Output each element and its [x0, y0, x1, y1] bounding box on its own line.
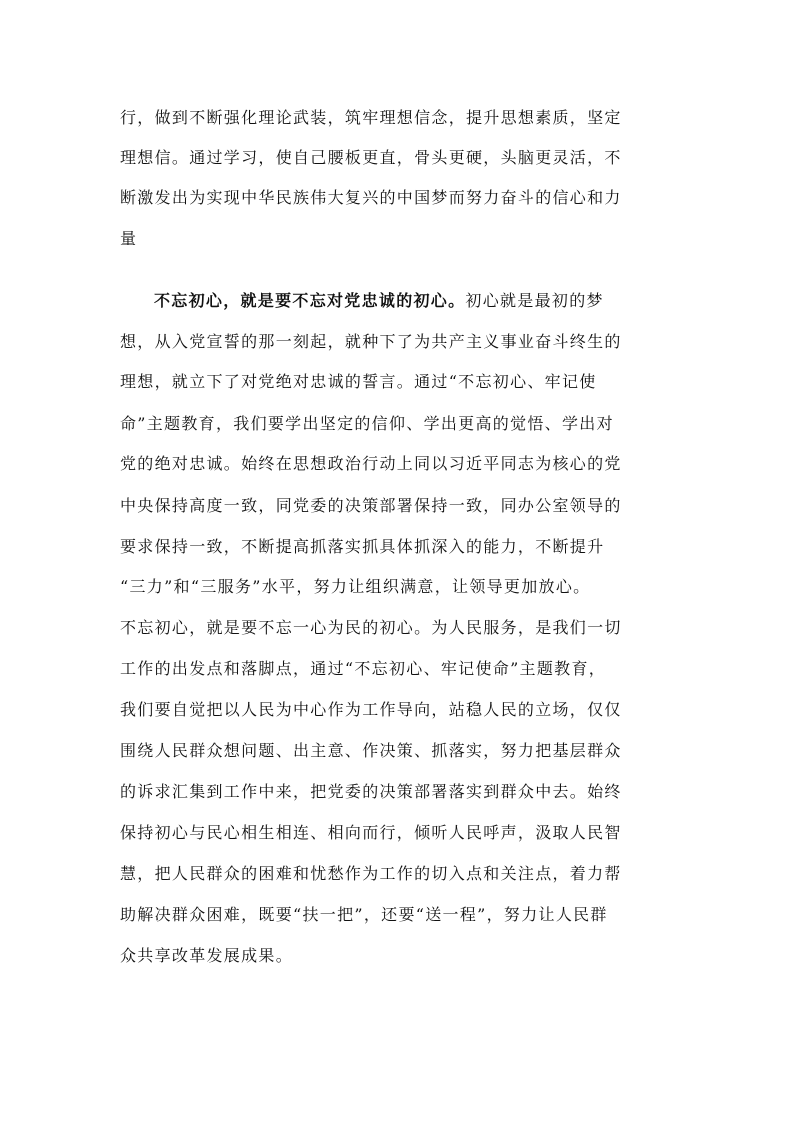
- paragraph-2-line-16: 助解决群众困难，既要“扶一把”，还要“送一程”，努力让人民群: [120, 905, 608, 924]
- paragraph-2-line-5: 党的绝对忠诚。始终在思想政治行动上同以习近平同志为核心的党: [120, 454, 622, 473]
- paragraph-2-line-8: “三力”和“三服务”水平，努力让组织满意，让领导更加放心。: [120, 577, 591, 596]
- paragraph-2-line-17: 众共享改革发展成果。: [120, 946, 294, 965]
- paragraph-2-line-10: 工作的出发点和落脚点，通过“不忘初心、牢记使命”主题教育，: [120, 659, 607, 678]
- paragraph-2-line-12: 围绕人民群众想问题、出主意、作决策、抓落实，努力把基层群众: [120, 741, 622, 760]
- section-heading-loyalty: 不忘初心，就是要不忘对党忠诚的初心。: [154, 291, 466, 310]
- paragraph-1-line-3: 断激发出为实现中华民族伟大复兴的中国梦而努力奋斗的信心和力: [120, 188, 622, 207]
- paragraph-1-line-1: 行，做到不断强化理论武装，筑牢理想信念，提升思想素质，坚定: [120, 108, 622, 127]
- paragraph-2-line-7: 要求保持一致，不断提高抓落实抓具体抓深入的能力，不断提升: [120, 537, 605, 556]
- paragraph-2-line-9: 不忘初心，就是要不忘一心为民的初心。为人民服务，是我们一切: [120, 618, 622, 637]
- paragraph-2-line-13: 的诉求汇集到工作中来，把党委的决策部署落实到群众中去。始终: [120, 782, 622, 801]
- paragraph-1-line-4: 量: [120, 229, 138, 248]
- paragraph-2-line-11: 我们要自觉把以人民为中心作为工作导向，站稳人民的立场，仅仅: [120, 700, 622, 719]
- paragraph-2-line-4: 命”主题教育，我们要学出坚定的信仰、学出更高的觉悟、学出对: [120, 414, 614, 433]
- paragraph-2-line-1: [154, 289, 680, 313]
- paragraph-1-line-2: 理想信。通过学习，使自己腰板更直，骨头更硬，头脑更灵活，不: [120, 148, 622, 167]
- paragraph-2-line-15: 慧，把人民群众的困难和忧愁作为工作的切入点和关注点，着力帮: [120, 864, 622, 883]
- paragraph-2-line-6: 中央保持高度一致，同党委的决策部署保持一致，同办公室领导的: [120, 496, 622, 515]
- paragraph-2-line-1-rest: 初心就是最初的梦: [465, 291, 604, 310]
- paragraph-2-line-3: 理想，就立下了对党绝对忠诚的誓言。通过“不忘初心、牢记使: [120, 372, 597, 391]
- paragraph-2-line-14: 保持初心与民心相生相连、相向而行，倾听人民呼声，汲取人民智: [120, 823, 622, 842]
- paragraph-2-line-2: 想，从入党宣誓的那一刻起，就种下了为共产主义事业奋斗终生的: [120, 332, 622, 351]
